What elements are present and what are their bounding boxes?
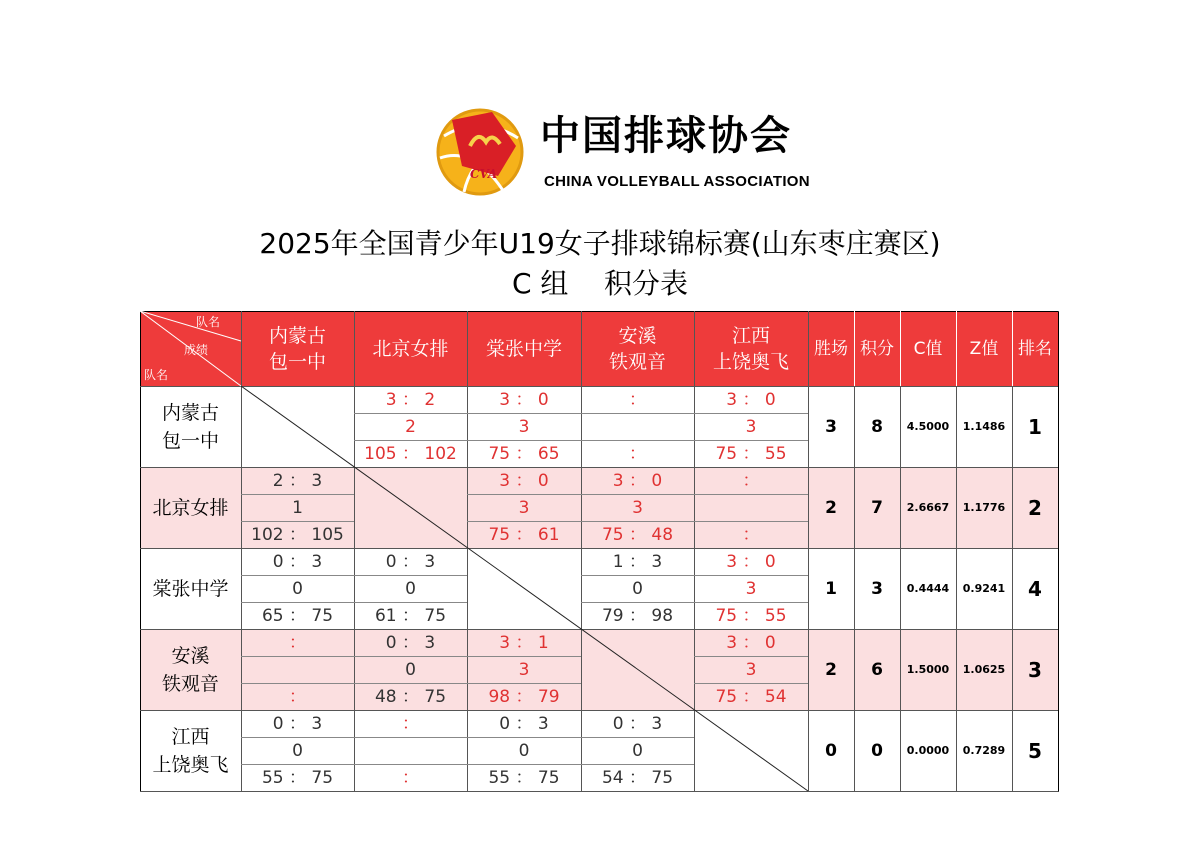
z-value: 1.1486 [962,420,1006,433]
c-value: 4.5000 [906,420,950,433]
match-sets-score: 3 ： 0 [726,551,776,572]
match-sets-score: ： [289,632,306,653]
match-points: 0 [405,578,416,599]
match-rally-score: 75 ： 61 [488,524,560,545]
match-sets-score: 3 ： 0 [499,389,549,410]
c-value: 1.5000 [906,663,950,676]
match-sets-score: 3 ： 2 [385,389,436,410]
total-points: 7 [871,497,883,518]
match-sets-score: 0 ： 3 [612,713,663,734]
match-sets-score: ： [629,389,646,410]
wins-count: 3 [825,416,837,437]
match-rally-score: ： [742,524,760,545]
z-value: 0.7289 [962,744,1006,757]
match-rally-score: 75 ： 48 [601,524,674,545]
column-header-team-line1: 内蒙古 [268,324,326,347]
match-sets-score: 3 ： 0 [499,470,549,491]
match-points: 0 [292,740,303,761]
stat-header: C值 [900,311,956,386]
match-points: 3 [745,416,757,437]
wins-count: 1 [825,578,837,599]
total-points: 6 [871,659,883,680]
column-header-team-line2: 铁观音 [608,350,666,373]
match-rally-score: 65 ： 75 [261,605,334,626]
match-sets-score: 0 ： 3 [272,713,323,734]
match-rally-score: 105 ： 102 [364,443,457,464]
match-rally-score: 75 ： 55 [715,443,787,464]
match-rally-score: 54 ： 75 [601,767,674,788]
page-title: 2025年全国青少年U19女子排球锦标赛(山东枣庄赛区) [259,227,941,260]
match-sets-score: 3 ： 0 [726,389,776,410]
table-grid-lines [140,311,1060,793]
row-team-line2: 包一中 [161,429,219,452]
z-value: 0.9241 [962,582,1006,595]
total-points: 8 [871,416,883,437]
corner-label-middle: 成绩 [184,343,209,357]
rank-value: 2 [1028,495,1042,520]
corner-diagonal [140,311,241,386]
corner-label-bottom: 队名 [144,368,169,382]
row-team-line1: 安溪 [171,644,210,667]
match-rally-score: 79 ： 98 [601,605,674,626]
stat-header: 积分 [854,311,900,386]
column-header-team-line2: 包一中 [268,350,326,373]
z-value: 1.1776 [962,501,1006,514]
match-points: 1 [292,497,303,518]
stat-header: 排名 [1012,311,1058,386]
volleyball-emblem-icon [434,106,526,198]
row-team-line1: 江西 [171,725,210,748]
match-rally-score: 102 ： 105 [251,524,344,545]
column-header-team-line1: 北京女排 [372,337,449,360]
cva-logo [434,106,810,198]
row-team-line1: 内蒙古 [161,401,219,424]
z-value: 1.0625 [962,663,1006,676]
match-sets-score: 0 ： 3 [272,551,323,572]
stat-header: Z值 [956,311,1012,386]
rank-value: 3 [1028,657,1042,682]
rank-value: 5 [1028,738,1042,763]
wins-count: 0 [825,740,837,761]
match-rally-score: 75 ： 55 [715,605,787,626]
match-sets-score: 3 ： 0 [726,632,776,653]
match-rally-score: 75 ： 54 [715,686,787,707]
match-points: 0 [292,578,303,599]
c-value: 0.4444 [906,582,950,595]
match-sets-score: 0 ： 3 [385,632,436,653]
match-points: 0 [405,659,416,680]
self-match-diagonal [241,386,808,791]
c-value: 2.6667 [906,501,950,514]
column-header-team-line2: 上饶奥飞 [712,350,789,373]
match-points: 0 [518,740,530,761]
match-points: 0 [632,740,643,761]
match-rally-score: ： [629,443,646,464]
row-team-line1: 棠张中学 [152,577,229,600]
logo-name-english: CHINA VOLLEYBALL ASSOCIATION [544,173,810,190]
logo-name-chinese: 中国排球协会 [540,112,792,159]
match-rally-score: 61 ： 75 [374,605,447,626]
match-rally-score: ： [402,767,419,788]
match-points: 3 [518,416,530,437]
row-team-line1: 北京女排 [152,496,229,519]
column-header-team-line1: 棠张中学 [485,337,562,360]
rank-value: 4 [1028,576,1042,601]
wins-count: 2 [825,497,837,518]
match-points: 3 [632,497,643,518]
match-rally-score: 75 ： 65 [488,443,560,464]
stat-header: 胜场 [808,311,854,386]
column-header-team-line1: 江西 [731,324,770,347]
row-team-line2: 铁观音 [161,672,219,695]
match-rally-score: 55 ： 75 [261,767,334,788]
match-sets-score: 0 ： 3 [499,713,549,734]
corner-label-top: 队名 [196,315,221,329]
total-points: 0 [871,740,883,761]
match-points: 3 [518,497,530,518]
rank-value: 1 [1028,414,1042,439]
match-points: 3 [518,659,530,680]
column-header-team-line1: 安溪 [618,324,657,347]
row-team-line2: 上饶奥飞 [152,753,229,776]
match-rally-score: 48 ： 75 [374,686,447,707]
total-points: 3 [871,578,883,599]
match-sets-score: 2 ： 3 [272,470,323,491]
match-points: 3 [745,659,757,680]
match-sets-score: ： [402,713,419,734]
match-sets-score: 1 ： 3 [612,551,663,572]
match-sets-score: 0 ： 3 [385,551,436,572]
match-points: 3 [745,578,757,599]
match-points: 2 [405,416,416,437]
page-subtitle: C 组 积分表 [511,267,689,300]
match-points: 0 [632,578,643,599]
match-sets-score: 3 ： 1 [499,632,549,653]
match-sets-score: 3 ： 0 [612,470,663,491]
match-sets-score: ： [742,470,760,491]
svg-text:CVA: CVA [470,167,498,181]
match-rally-score: 55 ： 75 [488,767,560,788]
corner-diagonal [140,311,241,341]
c-value: 0.0000 [906,744,950,757]
match-rally-score: 98 ： 79 [488,686,560,707]
wins-count: 2 [825,659,837,680]
match-rally-score: ： [289,686,306,707]
